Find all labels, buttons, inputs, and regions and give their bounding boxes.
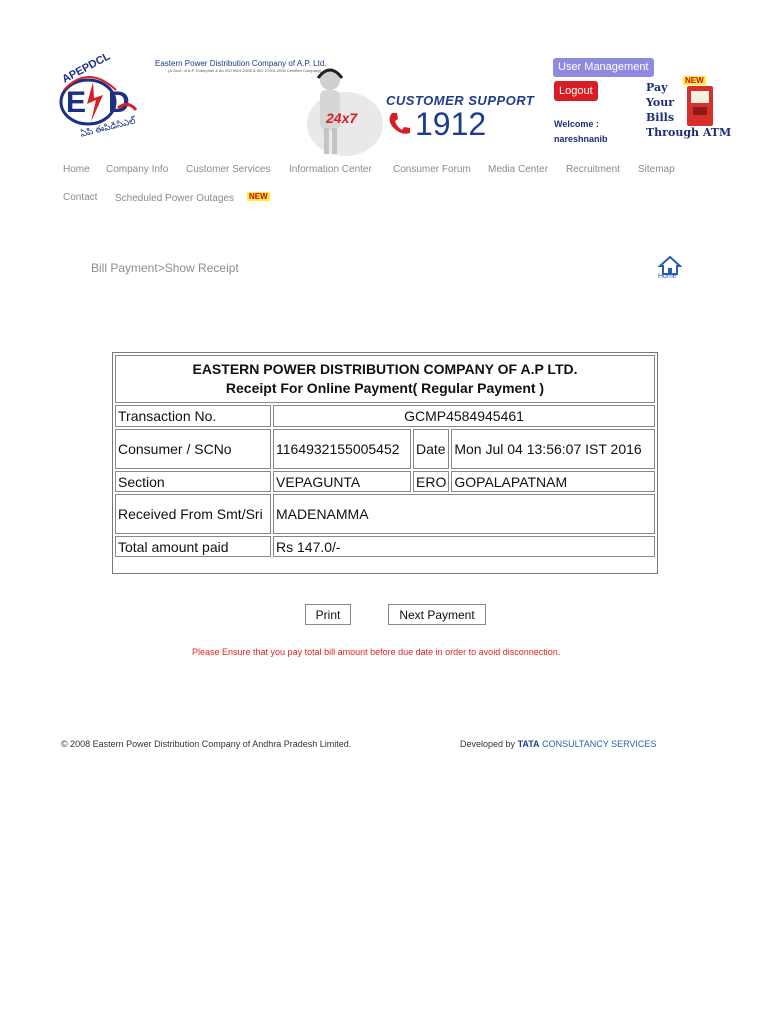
tcs-name[interactable]: CONSULTANCY SERVICES <box>542 739 657 749</box>
receipt-company-title: EASTERN POWER DISTRIBUTION COMPANY OF A.P LTD. <box>192 361 578 377</box>
user-management-button[interactable]: User Management <box>553 58 654 77</box>
total-amount-value: Rs 147.0/- <box>273 536 655 557</box>
print-button[interactable]: Print <box>305 604 351 625</box>
customer-support-number[interactable]: 1912 <box>415 106 487 142</box>
receipt-header <box>115 355 655 403</box>
home-icon-label: Home <box>658 273 677 280</box>
company-subtitle: (A Govt. of A.P. Enterprise & An ISO 9001:2008 & ISO 27001:2005 Certified Company) <box>168 68 322 73</box>
logout-button[interactable]: Logout <box>554 81 598 101</box>
logo-telugu-text: ఏపి ఈపిడిసిఎల్ <box>79 115 137 139</box>
consumer-value: 1164932155005452 <box>273 429 411 469</box>
section-value: VEPAGUNTA <box>273 471 411 492</box>
ero-value: GOPALAPATNAM <box>451 471 655 492</box>
badge-24x7: 24x7 <box>326 110 358 126</box>
pay-through-atm[interactable]: Through ATM <box>646 126 732 139</box>
customer-support-label: CUSTOMER SUPPORT <box>386 93 535 108</box>
welcome-label: Welcome : <box>554 119 599 129</box>
consumer-label: Consumer / SCNo <box>115 429 271 469</box>
due-date-warning: Please Ensure that you pay total bill amount before due date in order to avoid disconnection. <box>192 647 561 657</box>
date-value: Mon Jul 04 13:56:07 IST 2016 <box>451 429 655 469</box>
received-from-label: Received From Smt/Sri <box>115 494 271 534</box>
section-label: Section <box>115 471 271 492</box>
nav-media-center[interactable]: Media Center <box>488 164 549 175</box>
phone-icon <box>386 110 412 138</box>
nav-information-center[interactable]: Information Center <box>289 164 372 175</box>
home-icon[interactable] <box>657 255 683 283</box>
transaction-label: Transaction No. <box>115 405 271 427</box>
nav-contact[interactable]: Contact <box>63 192 98 203</box>
developed-by-label: Developed by <box>460 739 516 749</box>
pay-line-3: Bills <box>646 111 675 124</box>
tcs-brand[interactable]: TATA <box>517 739 540 749</box>
footer-developer <box>460 739 656 749</box>
nav-sitemap[interactable]: Sitemap <box>638 164 675 175</box>
transaction-value: GCMP4584945461 <box>273 405 655 427</box>
svg-text:E: E <box>66 86 87 119</box>
nav-recruitment[interactable]: Recruitment <box>566 164 620 175</box>
breadcrumb: Bill Payment>Show Receipt <box>91 261 239 275</box>
total-amount-label: Total amount paid <box>115 536 271 557</box>
atm-new-badge: NEW <box>685 76 704 85</box>
footer-copyright: © 2008 Eastern Power Distribution Company of Andhra Pradesh Limited. <box>61 739 352 749</box>
company-banner: Eastern Power Distribution Company of A.P. Ltd. <box>155 59 327 68</box>
receipt-table <box>112 352 658 574</box>
username-label: nareshnanib <box>554 134 608 144</box>
nav-scheduled-power-outages[interactable]: Scheduled Power Outages <box>115 193 234 204</box>
nav-home[interactable]: Home <box>63 164 90 175</box>
ero-label: ERO <box>413 471 449 492</box>
pay-line-2: Your <box>646 96 675 109</box>
date-label: Date <box>413 429 449 469</box>
nav-consumer-forum[interactable]: Consumer Forum <box>393 164 471 175</box>
nav-company-info[interactable]: Company Info <box>106 164 169 175</box>
apepdcl-logo[interactable] <box>58 50 158 142</box>
receipt-subtitle: Receipt For Online Payment( Regular Payment ) <box>225 380 545 396</box>
pay-bills-banner[interactable] <box>646 80 674 125</box>
nav-customer-services[interactable]: Customer Services <box>186 164 271 175</box>
logo-name: APEPDCL <box>60 50 113 86</box>
customer-support-figure <box>300 62 390 158</box>
received-from-value: MADENAMMA <box>273 494 655 534</box>
atm-icon[interactable] <box>681 78 717 128</box>
svg-text:D: D <box>108 86 130 119</box>
pay-line-1: Pay <box>646 81 668 94</box>
nav-new-badge: NEW <box>249 192 268 201</box>
next-payment-button[interactable]: Next Payment <box>388 604 486 625</box>
